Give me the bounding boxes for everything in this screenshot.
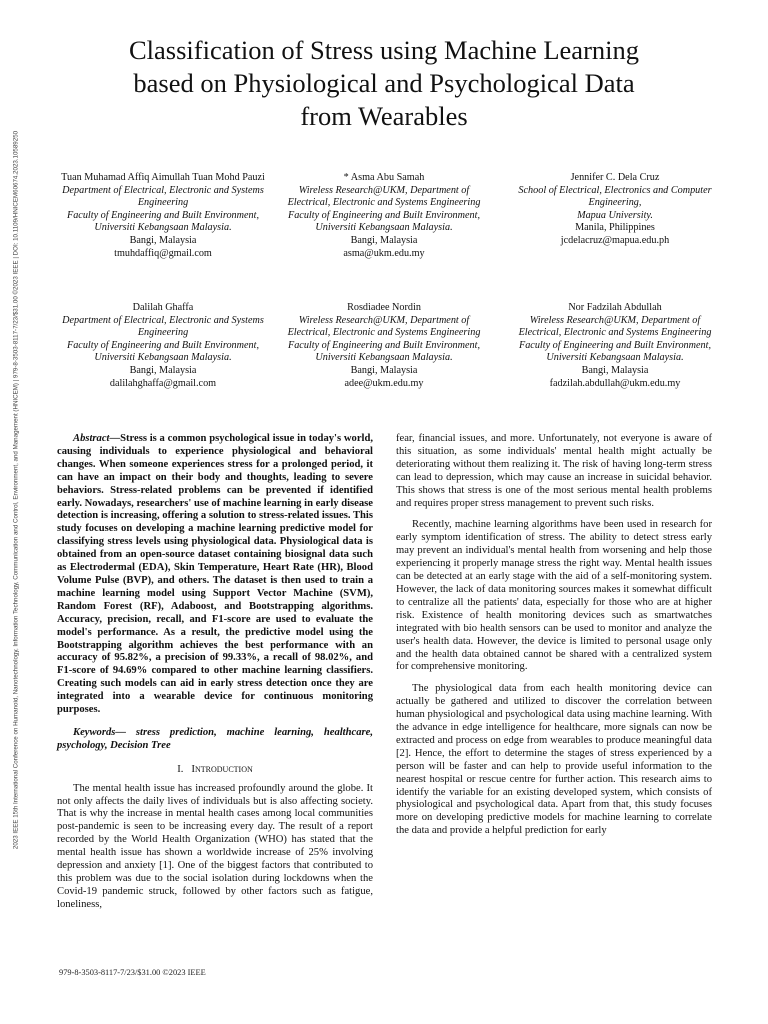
keywords-label: Keywords bbox=[73, 726, 116, 738]
author-block-1 bbox=[56, 172, 270, 260]
paper-title bbox=[60, 34, 708, 133]
author-block-3 bbox=[512, 172, 718, 248]
author-affiliation: Wireless Research@UKM, Department of Electrical, Electronic and Systems Engineering bbox=[287, 184, 481, 209]
author-email: asma@ukm.edu.my bbox=[343, 247, 425, 259]
title-line-1: Classification of Stress using Machine Learning bbox=[128, 35, 640, 65]
right-paragraph-2: Recently, machine learning algorithms have been used in research for early symptom identification of stress. The ability to detect stress early may prevent an individual's mental health from worsening and help those experiencing it properly manage stress the right way. Mental health issues can be detected at an early stage with the aid of a self-monitoring system. However, the lack of data monitoring sources makes it somewhat difficult to centralize all the patients' data, especially for those who are at higher risk. Existence of health monitoring devices such as smartwatches integrated with bio health sensors can be used to monitor and analyze the user's health data. However, the device is limited to personal usage only and the health data obtained cannot be shared with a centralized system for comprehensive monitoring. bbox=[396, 519, 712, 673]
abstract-text: —Stress is a common psychological issue in today's world, causing individuals to experience physiological and behavioral changes. When someone experiences stress for a prolonged period, it can have an impact on their body and thoughts, leading to severe behaviors. Stress-related problems can be prevented if identified early. Nowadays, researchers' use of machine learning in early disease detection is increasing, offering a solution to stress-related issues. This study focuses on developing a machine learning predictive model for classifying stress levels using physiological data. Physiological data is obtained from an open-source dataset containing biosignal data such as Electrodermal (EDA), Skin Temperature, Heart Rate (HR), Blood Volume Pulse (BVP), and others. The dataset is then used to train a machine learning model using Support Vector Machine (SVM), Random Forest (RF), Adaboost, and Bootstrapping algorithms. Accuracy, precision, recall, and F1-score are used to evaluate the model's performance. As a result, the predictive model using the Bootstrapping algorithm achieves the best performance with an accuracy of 95.82%, a precision of 99.33%, a recall of 98.02%, and F1-score of 94.69% compared to other machine learning classifiers. Creating such models can aid in early stress detection once they are integrated into a wearable device for continuous monitoring purposes. bbox=[57, 433, 373, 716]
section-title: Introduction bbox=[191, 762, 253, 775]
doi-sidebar bbox=[5, 40, 27, 940]
author-block-4 bbox=[56, 302, 270, 390]
right-paragraph-1: fear, financial issues, and more. Unfortunately, not everyone is aware of this situation, as some individuals' mental health might actually be deteriorating without them realizing it. The risk of having long-term stress can lead to depression, which may cause an increase in suicidal behavior. This shows that stress is one of the most serious mental health problems and requires proper stress management to prevent such risks. bbox=[396, 433, 712, 509]
author-affiliation: Wireless Research@UKM, Department of Electrical, Electronic and Systems Engineering bbox=[518, 314, 712, 339]
author-affiliation: Department of Electrical, Electronic and Systems Engineering bbox=[62, 184, 264, 209]
intro-paragraph-1: The mental health issue has increased profoundly around the globe. It not only affects the daily lives of individuals but is also affecting society. That is why the increase in mental health cases among local communities post-pandemic is seen to be increasing every day. The result of a report recorded by the World Health Organization (WHO) has stated that the mental health issue has shown a worldwide increase of 25% involving depression and anxiety [1]. One of the biggest factors that contributed to this problem was due to the social isolation during lockdowns when the Covid-19 pandemic struck, followed by other factors such as fatigue, loneliness, bbox=[57, 782, 373, 910]
author-affiliation: Faculty of Engineering and Built Environment, Universiti Kebangsaan Malaysia. bbox=[287, 339, 480, 364]
right-paragraph-3: The physiological data from each health monitoring device can actually be gathered and utilized to discover the correlation between human physiological and psychological data using machine learning. With the advance in edge intelligence for healthcare, more signals can now be extracted and process on edge from wearables to produce meaningful data [2]. Hence, the effort to determine the stages of stress experienced by a person will be faster and can help to provide useful information to the nearest hospital or rescue centre for further action. This research aims to identify the variable for an existing developed system, which consists of physiological and psychological data. Apart from that, this study focuses more on developing predictive models for machine learning to correlate the data and provide a helpful prediction for early bbox=[396, 683, 712, 837]
author-affiliation: Faculty of Engineering and Built Environment, Universiti Kebangsaan Malaysia. bbox=[518, 339, 711, 364]
author-location: Bangi, Malaysia bbox=[350, 364, 418, 376]
author-name: Tuan Muhamad Affiq Aimullah Tuan Mohd Pauzi bbox=[61, 172, 265, 183]
author-location: Bangi, Malaysia bbox=[129, 364, 197, 376]
author-name: Dalilah Ghaffa bbox=[132, 302, 194, 313]
title-line-3: from Wearables bbox=[300, 101, 468, 131]
sidebar-citation-text: 2023 IEEE 15th International Conference on Humanoid, Nanotechnology, Information Technology, Communication and Control, Environment, and Management (HNICEM) | 979-8-3503-8117-7/23/$31.00 ©2023 IEEE | DOI: 10.1109/HNICEM60674.2023.10589250 bbox=[12, 130, 20, 850]
author-location: Manila, Philippines bbox=[575, 222, 655, 234]
right-column bbox=[396, 433, 712, 838]
copyright-footer: 979-8-3503-8117-7/23/$31.00 ©2023 IEEE bbox=[59, 968, 206, 977]
author-affiliation: Mapua University. bbox=[577, 209, 653, 221]
author-block-5 bbox=[286, 302, 482, 390]
author-email: fadzilah.abdullah@ukm.edu.my bbox=[549, 377, 681, 389]
keywords bbox=[57, 727, 373, 753]
author-email: jcdelacruz@mapua.edu.ph bbox=[560, 234, 670, 246]
author-location: Bangi, Malaysia bbox=[581, 364, 649, 376]
author-name: * Asma Abu Samah bbox=[343, 172, 425, 183]
title-line-2: based on Physiological and Psychological Data bbox=[133, 68, 635, 98]
section-heading-introduction bbox=[57, 763, 373, 777]
keywords-text: — stress prediction, machine learning, healthcare, psychology, Decision Tree bbox=[57, 726, 373, 751]
section-number: I. bbox=[177, 763, 184, 775]
author-email: adee@ukm.edu.my bbox=[344, 377, 424, 389]
author-name: Rosdiadee Nordin bbox=[347, 302, 421, 313]
author-email: tmuhdaffiq@gmail.com bbox=[114, 247, 212, 259]
author-affiliation: Faculty of Engineering and Built Environment, Universiti Kebangsaan Malaysia. bbox=[66, 339, 259, 364]
author-email: dalilahghaffa@gmail.com bbox=[109, 377, 217, 389]
left-column bbox=[57, 433, 373, 912]
abstract bbox=[57, 433, 373, 717]
author-location: Bangi, Malaysia bbox=[350, 234, 418, 246]
author-affiliation: Wireless Research@UKM, Department of Electrical, Electronic and Systems Engineering bbox=[287, 314, 481, 339]
author-location: Bangi, Malaysia bbox=[129, 234, 197, 246]
author-affiliation: Faculty of Engineering and Built Environment, Universiti Kebangsaan Malaysia. bbox=[66, 209, 259, 234]
author-block-2 bbox=[286, 172, 482, 260]
author-name: Jennifer C. Dela Cruz bbox=[570, 172, 660, 183]
author-block-6 bbox=[512, 302, 718, 390]
abstract-label: Abstract bbox=[73, 433, 110, 444]
author-affiliation: School of Electrical, Electronics and Computer Engineering, bbox=[518, 184, 712, 209]
author-affiliation: Department of Electrical, Electronic and Systems Engineering bbox=[62, 314, 264, 339]
author-name: Nor Fadzilah Abdullah bbox=[568, 302, 662, 313]
author-affiliation: Faculty of Engineering and Built Environment, Universiti Kebangsaan Malaysia. bbox=[287, 209, 480, 234]
